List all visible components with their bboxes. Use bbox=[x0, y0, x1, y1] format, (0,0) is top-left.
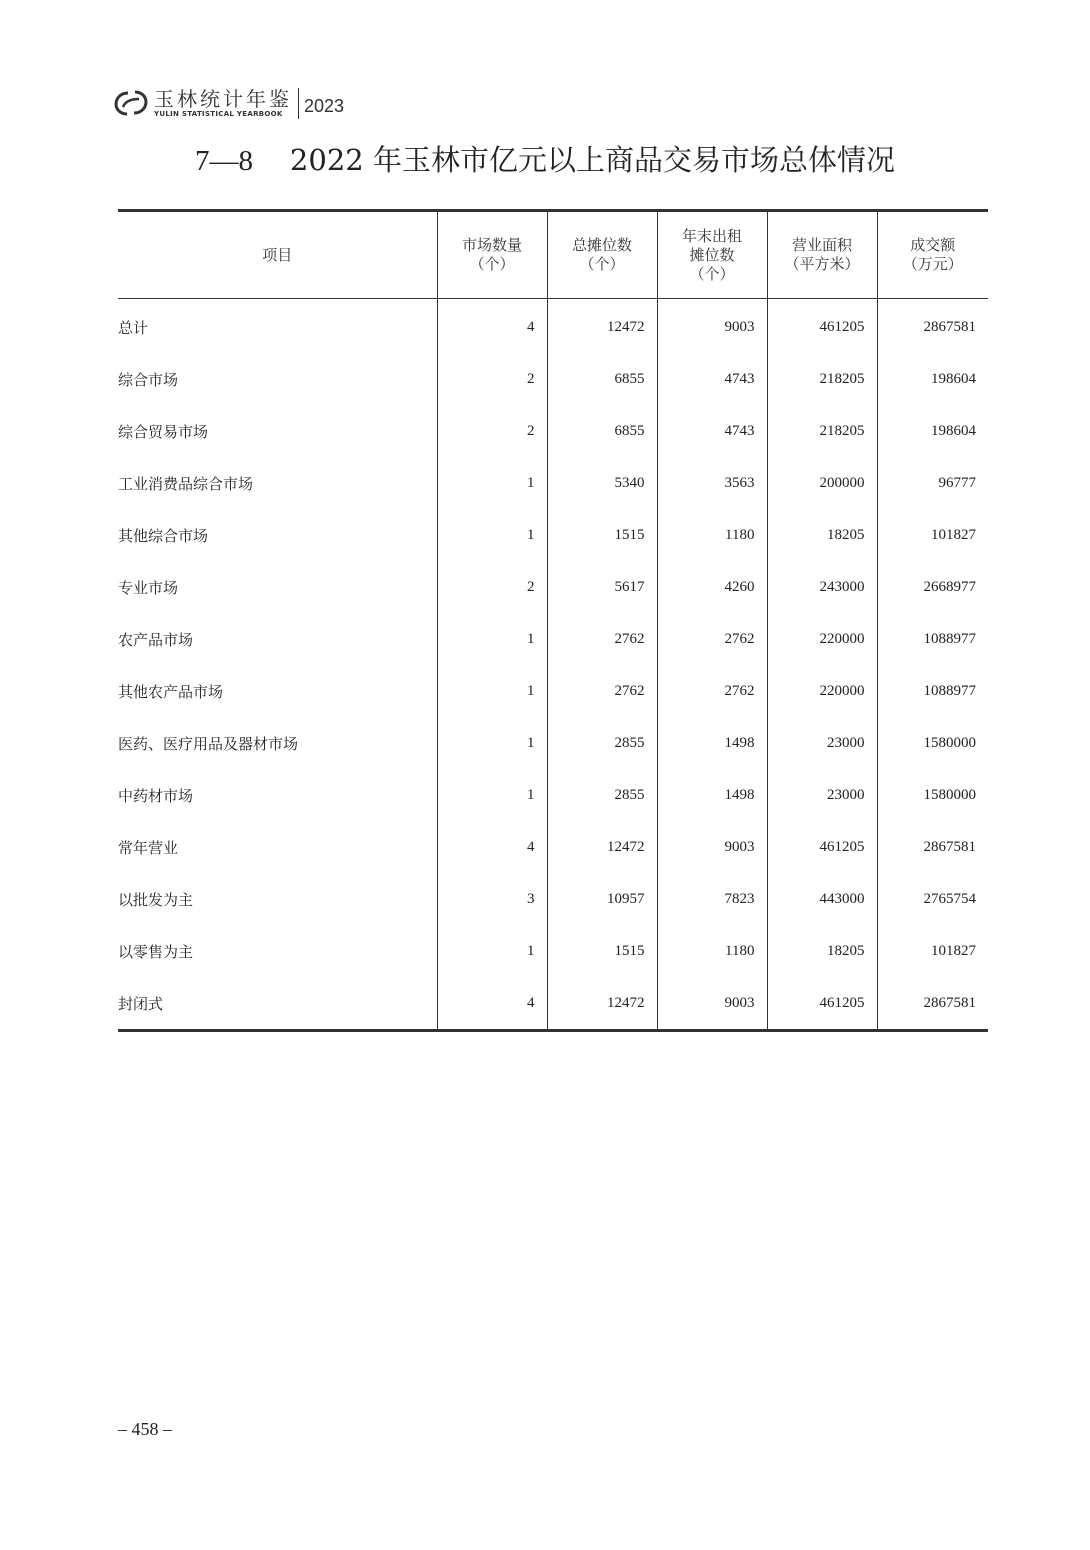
row-area: 23000 bbox=[767, 769, 877, 821]
table-header-row bbox=[118, 211, 988, 299]
row-rented: 1180 bbox=[657, 509, 767, 561]
table-title-text: 2022 年玉林市亿元以上商品交易市场总体情况 bbox=[289, 143, 895, 177]
row-markets: 1 bbox=[437, 769, 547, 821]
table-row bbox=[118, 299, 988, 354]
row-area: 461205 bbox=[767, 299, 877, 354]
row-turnover: 2867581 bbox=[877, 821, 988, 873]
table-row bbox=[118, 405, 988, 457]
row-item: 常年营业 bbox=[118, 838, 179, 857]
row-area: 443000 bbox=[767, 873, 877, 925]
row-area: 18205 bbox=[767, 925, 877, 977]
col-header-turnover: 成交额 （万元） bbox=[877, 211, 988, 299]
row-item: 以批发为主 bbox=[118, 890, 194, 909]
book-title bbox=[154, 88, 299, 119]
row-markets: 1 bbox=[437, 613, 547, 665]
row-markets: 4 bbox=[437, 821, 547, 873]
row-turnover: 101827 bbox=[877, 509, 988, 561]
row-item: 综合市场 bbox=[118, 370, 179, 389]
row-turnover: 198604 bbox=[877, 405, 988, 457]
table-row bbox=[118, 821, 988, 873]
row-turnover: 2765754 bbox=[877, 873, 988, 925]
row-item: 医药、医疗用品及器材市场 bbox=[118, 734, 299, 753]
row-area: 461205 bbox=[767, 821, 877, 873]
row-rented: 2762 bbox=[657, 613, 767, 665]
table-row bbox=[118, 977, 988, 1031]
row-markets: 1 bbox=[437, 509, 547, 561]
book-title-en: YULIN STATISTICAL YEARBOOK bbox=[154, 109, 283, 118]
row-turnover: 1088977 bbox=[877, 665, 988, 717]
row-rented: 2762 bbox=[657, 665, 767, 717]
table-number: 7—8 bbox=[195, 145, 254, 177]
row-turnover: 1088977 bbox=[877, 613, 988, 665]
row-turnover: 96777 bbox=[877, 457, 988, 509]
row-item: 农产品市场 bbox=[118, 630, 194, 649]
row-turnover: 198604 bbox=[877, 353, 988, 405]
table-row bbox=[118, 873, 988, 925]
row-markets: 1 bbox=[437, 925, 547, 977]
row-markets: 3 bbox=[437, 873, 547, 925]
row-area: 218205 bbox=[767, 405, 877, 457]
table-row bbox=[118, 561, 988, 613]
market-table bbox=[118, 209, 988, 1032]
row-turnover: 2668977 bbox=[877, 561, 988, 613]
table-row bbox=[118, 717, 988, 769]
row-stalls: 1515 bbox=[547, 509, 657, 561]
row-stalls: 6855 bbox=[547, 405, 657, 457]
row-area: 461205 bbox=[767, 977, 877, 1031]
row-markets: 1 bbox=[437, 665, 547, 717]
col-header-item: 项目 bbox=[118, 211, 437, 299]
row-turnover: 1580000 bbox=[877, 717, 988, 769]
row-stalls: 5617 bbox=[547, 561, 657, 613]
page-number: – 458 – bbox=[118, 1419, 172, 1439]
table-row bbox=[118, 509, 988, 561]
row-area: 200000 bbox=[767, 457, 877, 509]
row-turnover: 2867581 bbox=[877, 977, 988, 1031]
row-markets: 4 bbox=[437, 977, 547, 1031]
row-markets: 2 bbox=[437, 353, 547, 405]
row-item: 中药材市场 bbox=[118, 786, 194, 805]
col-header-rented: 年末出租 摊位数 （个） bbox=[657, 211, 767, 299]
row-rented: 4260 bbox=[657, 561, 767, 613]
row-markets: 2 bbox=[437, 405, 547, 457]
row-item: 其他农产品市场 bbox=[118, 682, 224, 701]
row-rented: 3563 bbox=[657, 457, 767, 509]
row-item: 综合贸易市场 bbox=[118, 422, 209, 441]
col-header-stalls: 总摊位数 （个） bbox=[547, 211, 657, 299]
col-header-markets: 市场数量 （个） bbox=[437, 211, 547, 299]
running-header bbox=[114, 86, 344, 120]
row-rented: 4743 bbox=[657, 353, 767, 405]
row-item: 工业消费品综合市场 bbox=[118, 474, 254, 493]
row-rented: 9003 bbox=[657, 821, 767, 873]
book-year: 2023 bbox=[304, 95, 345, 116]
row-stalls: 12472 bbox=[547, 977, 657, 1031]
row-stalls: 10957 bbox=[547, 873, 657, 925]
row-area: 218205 bbox=[767, 353, 877, 405]
row-stalls: 2855 bbox=[547, 717, 657, 769]
row-stalls: 2762 bbox=[547, 665, 657, 717]
table-row bbox=[118, 457, 988, 509]
row-area: 23000 bbox=[767, 717, 877, 769]
yearbook-logo-icon bbox=[114, 90, 148, 116]
row-stalls: 12472 bbox=[547, 299, 657, 354]
row-item: 以零售为主 bbox=[118, 942, 194, 961]
table-title bbox=[0, 138, 1090, 179]
table-row bbox=[118, 353, 988, 405]
row-stalls: 12472 bbox=[547, 821, 657, 873]
table-row bbox=[118, 769, 988, 821]
row-area: 220000 bbox=[767, 613, 877, 665]
row-rented: 1498 bbox=[657, 769, 767, 821]
table-row bbox=[118, 665, 988, 717]
row-rented: 7823 bbox=[657, 873, 767, 925]
row-stalls: 1515 bbox=[547, 925, 657, 977]
row-markets: 4 bbox=[437, 299, 547, 354]
row-area: 220000 bbox=[767, 665, 877, 717]
row-stalls: 5340 bbox=[547, 457, 657, 509]
row-item: 其他综合市场 bbox=[118, 526, 209, 545]
row-turnover: 2867581 bbox=[877, 299, 988, 354]
row-rented: 9003 bbox=[657, 977, 767, 1031]
row-turnover: 101827 bbox=[877, 925, 988, 977]
row-area: 18205 bbox=[767, 509, 877, 561]
table-row bbox=[118, 613, 988, 665]
row-stalls: 2762 bbox=[547, 613, 657, 665]
row-rented: 9003 bbox=[657, 299, 767, 354]
row-rented: 1498 bbox=[657, 717, 767, 769]
row-rented: 1180 bbox=[657, 925, 767, 977]
col-header-area: 营业面积 （平方米） bbox=[767, 211, 877, 299]
row-area: 243000 bbox=[767, 561, 877, 613]
row-stalls: 2855 bbox=[547, 769, 657, 821]
row-markets: 1 bbox=[437, 717, 547, 769]
row-markets: 1 bbox=[437, 457, 547, 509]
table-row bbox=[118, 925, 988, 977]
row-item: 封闭式 bbox=[118, 977, 437, 1031]
row-item: 专业市场 bbox=[118, 578, 179, 597]
row-turnover: 1580000 bbox=[877, 769, 988, 821]
row-markets: 2 bbox=[437, 561, 547, 613]
row-item: 总计 bbox=[118, 318, 149, 337]
row-stalls: 6855 bbox=[547, 353, 657, 405]
book-title-cn: 玉林统计年鉴 bbox=[154, 86, 292, 111]
row-rented: 4743 bbox=[657, 405, 767, 457]
